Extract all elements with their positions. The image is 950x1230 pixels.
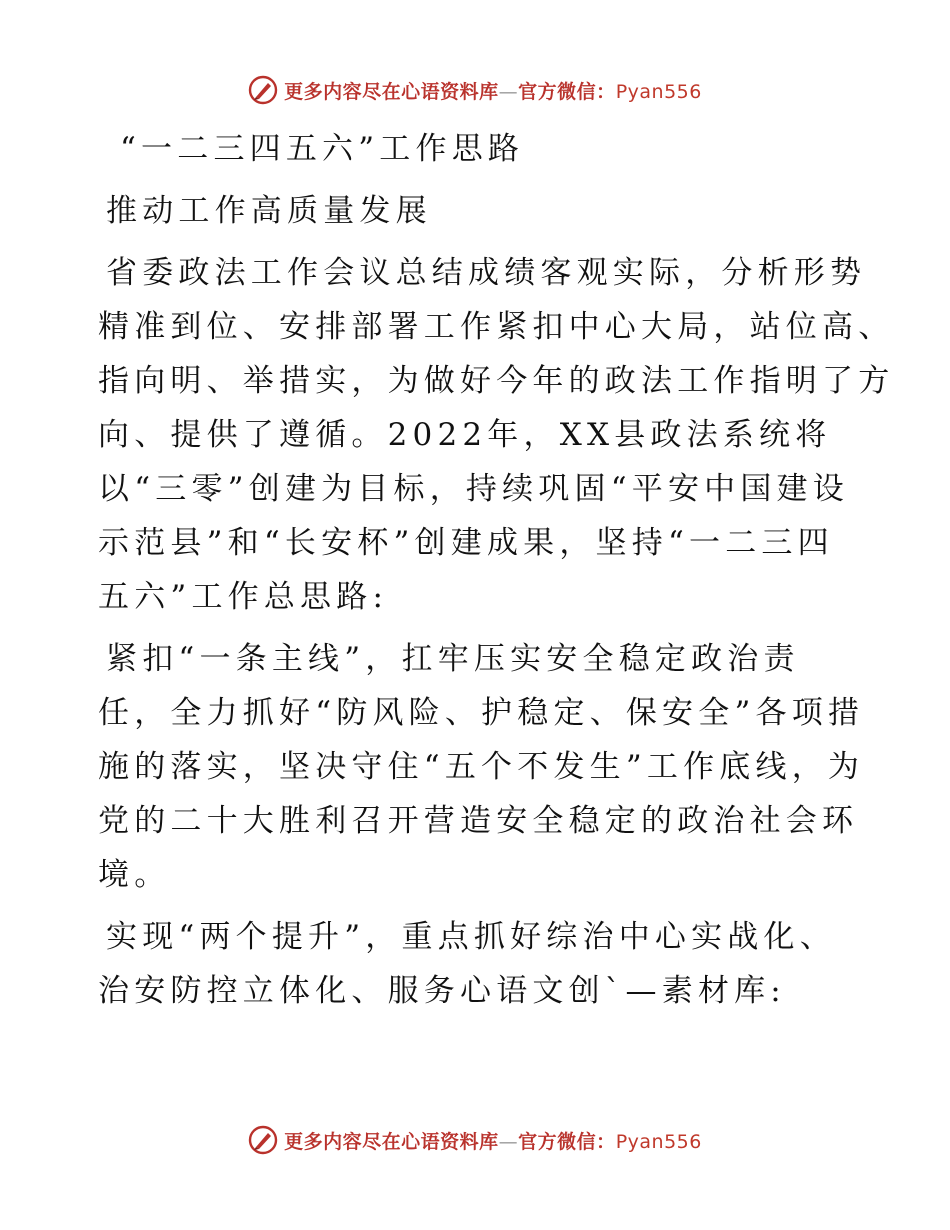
paragraph-line: 以“三零”创建为目标，持续巩固“平安中国建设	[98, 471, 849, 507]
paragraph-line: 实现“两个提升”，重点抓好综治中心实战化、	[106, 919, 836, 955]
paragraph-line: 党的二十大胜利召开营造安全稳定的政治社会环	[98, 803, 859, 839]
paragraph-line: 任，全力抓好“防风险、护稳定、保安全”各项措	[98, 695, 865, 731]
paragraph-2	[98, 632, 865, 902]
pen-logo-icon	[248, 1125, 278, 1155]
watermark-text: 更多内容尽在心语资料库—官方微信：Pyan556	[284, 1130, 702, 1153]
document-title: “一二三四五六”工作思路	[120, 131, 525, 167]
header-watermark	[0, 72, 950, 108]
watermark-text: 更多内容尽在心语资料库—官方微信：Pyan556	[284, 80, 702, 103]
paragraph-line: 指向明、举措实，为做好今年的政法工作指明了方	[98, 363, 895, 399]
paragraph-line: 施的落实，坚决守住“五个不发生”工作底线，为	[98, 749, 865, 785]
paragraph-line: 向、提供了遵循。2022年，XX县政法系统将	[98, 417, 832, 453]
paragraph-line: 精准到位、安排部署工作紧扣中心大局，站位高、	[98, 309, 895, 345]
footer-watermark	[0, 1122, 950, 1158]
document-subtitle: 推动工作高质量发展	[106, 193, 432, 229]
paragraph-line: 紧扣“一条主线”，扛牢压实安全稳定政治责	[106, 641, 800, 677]
pen-logo-icon	[248, 75, 278, 105]
paragraph-line: 省委政法工作会议总结成绩客观实际，分析形势	[106, 255, 867, 291]
paragraph-line: 治安防控立体化、服务心语文创`—素材库:	[98, 973, 786, 1009]
paragraph-3	[98, 910, 858, 1018]
paragraph-1	[98, 246, 895, 624]
paragraph-line: 五六”工作总思路:	[98, 579, 389, 615]
paragraph-line: 境。	[98, 857, 171, 893]
document-body	[98, 122, 895, 1018]
paragraph-line: 示范县”和“长安杯”创建成果，坚持“一二三四	[98, 525, 834, 561]
